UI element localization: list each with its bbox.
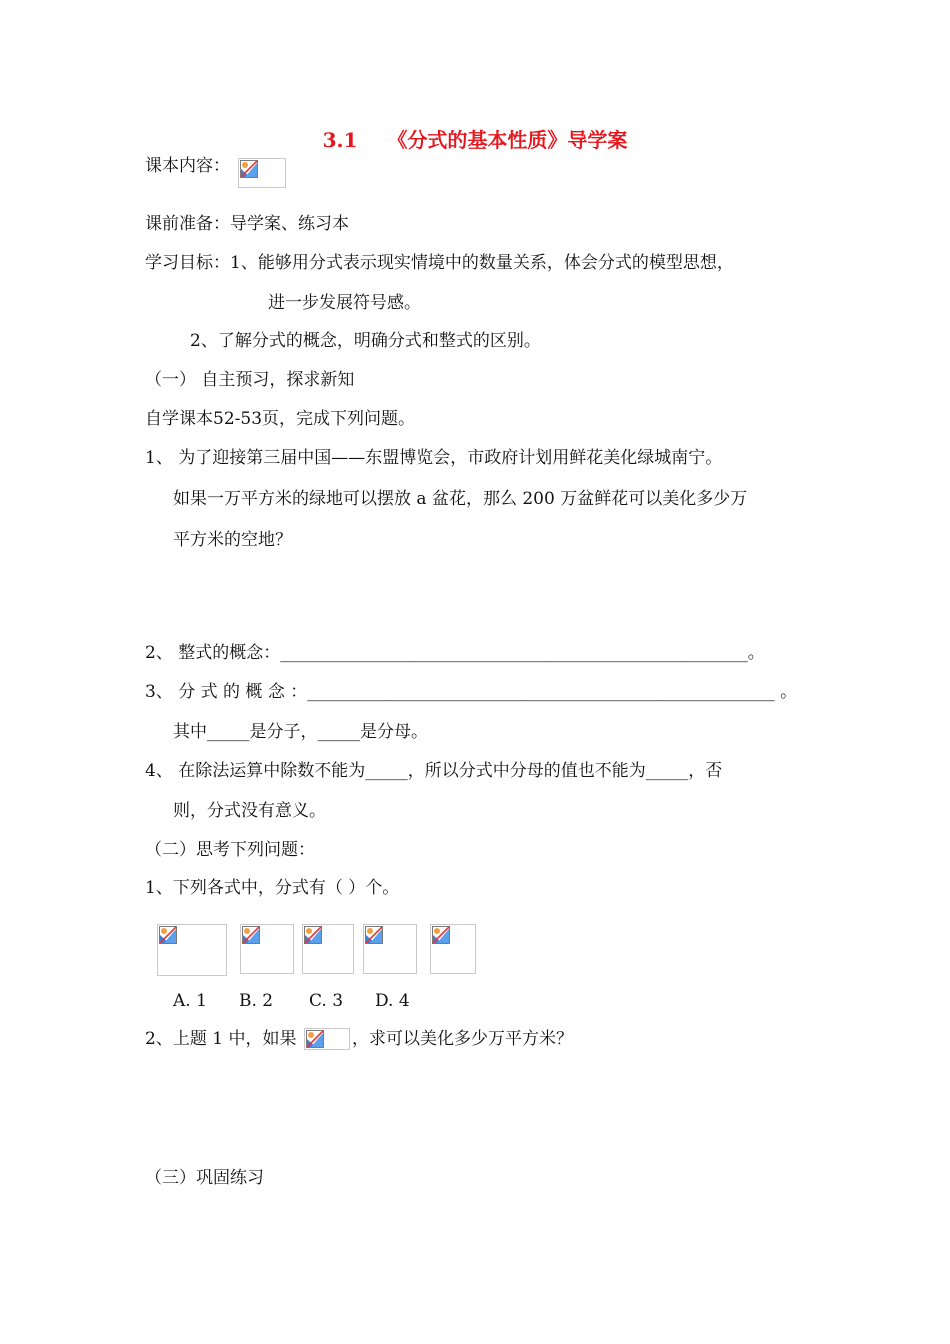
option-d: D. 4	[375, 991, 410, 1011]
broken-image-icon	[365, 926, 383, 944]
expression-image-5	[430, 924, 476, 974]
q1-line-1: 1、 为了迎接第三届中国——东盟博览会，市政府计划用鲜花美化绿城南宁。	[145, 448, 723, 468]
section2-q2-pre: 2、上题 1 中，如果	[145, 1029, 297, 1049]
expression-image-2	[240, 924, 294, 974]
q2-line: 2、 整式的概念：_______________________________________________________。	[145, 643, 765, 663]
section1-heading: （一） 自主预习，探求新知	[145, 370, 355, 390]
broken-image-icon	[242, 926, 260, 944]
section1-intro: 自学课本52-53页，完成下列问题。	[145, 409, 416, 429]
q4-line-2: 则，分式没有意义。	[173, 801, 326, 821]
expression-image-4	[363, 924, 417, 974]
goals-line-3: 2、了解分式的概念，明确分式和整式的区别。	[190, 331, 541, 351]
expression-image-3	[302, 924, 354, 974]
broken-image-icon	[240, 160, 258, 178]
content-image	[238, 158, 286, 188]
section2-heading: （二）思考下列问题：	[145, 840, 315, 860]
prep-line: 课前准备：导学案、练习本	[145, 214, 349, 234]
broken-image-icon	[432, 926, 450, 944]
section3-heading: （三）巩固练习	[145, 1168, 264, 1188]
section2-q2-post: ，求可以美化多少万平方米？	[352, 1029, 573, 1049]
option-c: C. 3	[309, 991, 344, 1011]
condition-image	[304, 1028, 350, 1050]
q1-line-3: 平方米的空地？	[173, 530, 292, 550]
option-a: A. 1	[173, 991, 207, 1011]
page-title	[0, 124, 950, 153]
q4-line-1: 4、 在除法运算中除数不能为_____，所以分式中分母的值也不能为_____，否	[145, 761, 723, 781]
content-label: 课本内容：	[145, 156, 230, 176]
title-number: 3.1	[322, 128, 358, 152]
goals-line-1: 学习目标：1、能够用分式表示现实情境中的数量关系，体会分式的模型思想，	[145, 253, 734, 273]
broken-image-icon	[306, 1030, 324, 1048]
section2-q1: 1、下列各式中，分式有（ ）个。	[145, 878, 400, 898]
answer-options	[173, 990, 410, 1012]
q3-line: 3、 分 式 的 概 念 ：_______________________________________________________ 。	[145, 682, 798, 702]
option-b: B. 2	[239, 991, 274, 1011]
broken-image-icon	[304, 926, 322, 944]
goals-line-2: 进一步发展符号感。	[268, 293, 421, 313]
q3-sub-line: 其中_____是分子，_____是分母。	[173, 722, 428, 742]
title-text: 《分式的基本性质》导学案	[387, 128, 628, 152]
expression-image-1	[157, 924, 227, 976]
q1-line-2: 如果一万平方米的绿地可以摆放 a 盆花，那么 200 万盆鲜花可以美化多少万	[173, 489, 748, 509]
broken-image-icon	[159, 926, 177, 944]
